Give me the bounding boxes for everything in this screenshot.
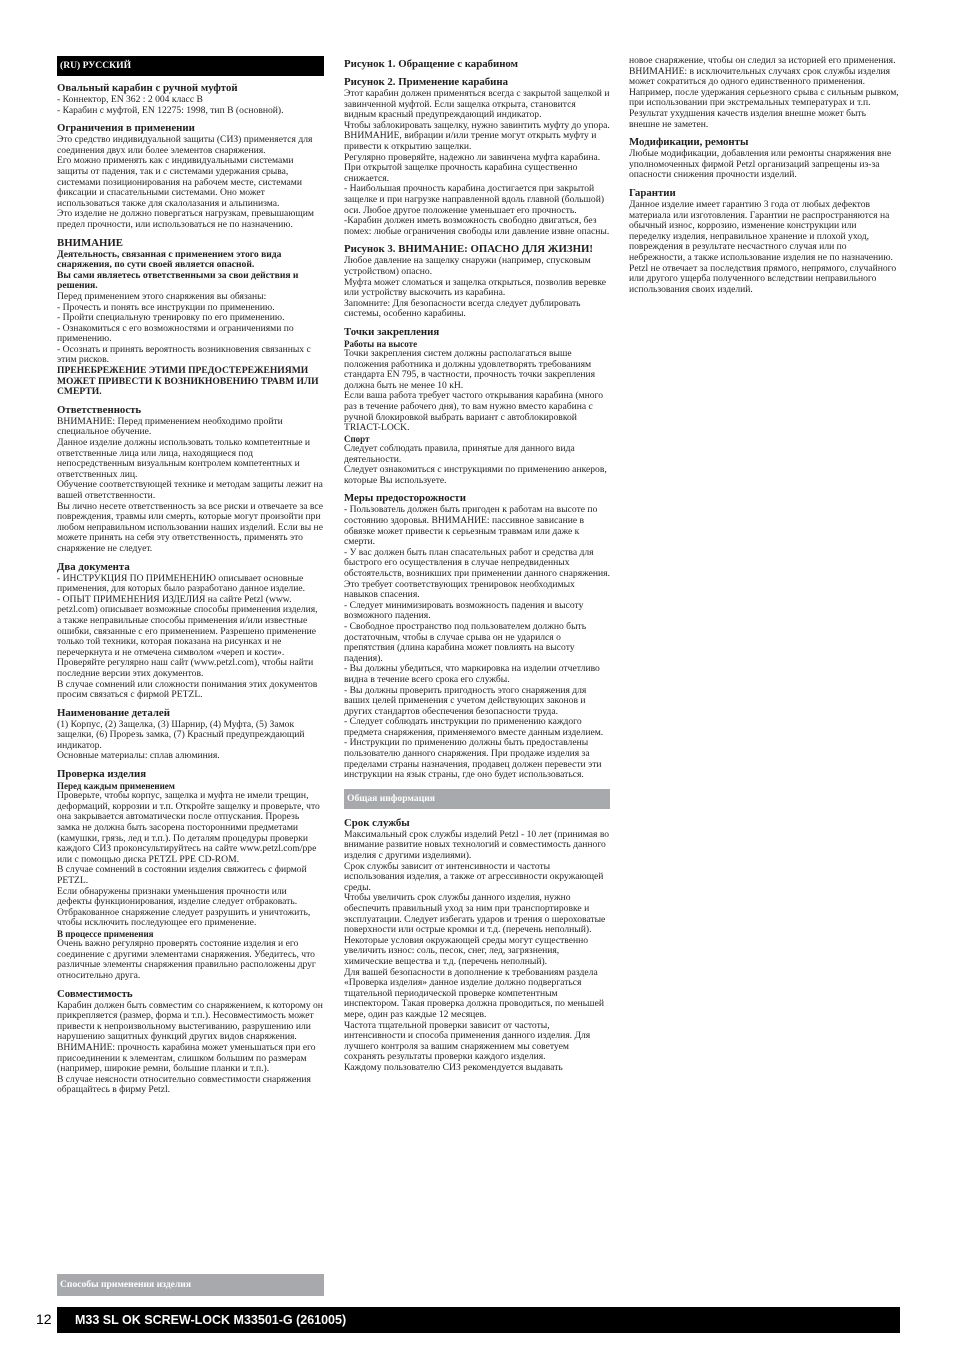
paragraph: Максимальный срок службы изделий Petzl - 10 лет (принимая во внимание развитие новых технологий и совместимость данного изделия с другими изделиями). bbox=[344, 828, 610, 862]
paragraph: Муфта может сломаться и защелка открыться, позволив веревке или устройству выскочить из карабина. bbox=[344, 276, 607, 299]
lifetime-heading: Срок службы bbox=[344, 816, 410, 829]
column-1 bbox=[57, 56, 324, 1096]
paragraph: Если обнаружены признаки уменьшения прочности или дефекты функционирования, изделие следует отбраковать. Отбракованное снаряжение следует разрушить и уничтожить, чтобы исключить последующее его применение. bbox=[57, 885, 311, 929]
paragraph: - Наибольшая прочность карабина достигается при закрытой защелке и при нагрузке направленной вдоль главной (большой) оси. Любое другое положение уменьшает его прочность. bbox=[344, 183, 605, 216]
list-item: - Следует минимизировать возможность падения и высоту возможного падения. bbox=[344, 599, 584, 622]
paragraph: Данное изделие имеет гарантию 3 года от любых дефектов материала или изготовления. Гарантии не распространяются на обычный износ, коррозию, изменение конструкции или переделку изделия, неправильное хранение и плохой уход, повреждения в результате несчастного случая или по небрежности, а также использование изделия не по назначению. bbox=[629, 198, 893, 263]
subheading: Работы на высоте bbox=[344, 338, 418, 349]
list-item: - Пройти специальную тренировку по его применению. bbox=[57, 312, 285, 324]
anchors-heading: Точки закрепления bbox=[344, 325, 440, 338]
paragraph: Некоторые условия окружающей среды могут существенно увеличить износ: соль, песок, снег, лед, загрязнения, химические вещества и т.д. (перечень неполный). bbox=[344, 934, 589, 967]
paragraph: ВНИМАНИЕ: в исключительных случаях срок службы изделия может сократиться до одного единственного применения. Например, после удержания серьезного срыва с сильным рывком, при использовании при экстремальных температурах и т.п. Результат ухудшения качеств изделия внешне может быть внешне не заметен. bbox=[629, 65, 899, 130]
paragraph: Данное изделие должны использовать только компетентные и ответственные лица или лица, находящиеся под непосредственным визуальным контролем компетентных и ответственных лиц. bbox=[57, 437, 310, 480]
paragraph: Срок службы зависит от интенсивности и частоты использования изделия, а также от агрессивности окружающей среды. bbox=[344, 860, 604, 893]
paragraph: Чтобы заблокировать защелку, нужно завинтить муфту до упора. bbox=[344, 119, 610, 131]
paragraph: Для вашей безопасности в дополнение к требованиям раздела «Проверка изделия» данное изделие должно подвергаться тщательной периодической проверке компетентным инспектором. Такая проверка должна проводиться, по меньшей мере, один раз каждые 12 месяцев. bbox=[344, 966, 604, 1020]
subheading: Перед каждым применением bbox=[57, 781, 175, 792]
paragraph: Регулярно проверяйте, надежно ли завинчена муфта карабина. bbox=[344, 151, 601, 163]
responsibility-heading: Ответственность bbox=[57, 403, 142, 416]
figure-1-heading: Рисунок 1. Обращение с карабином bbox=[344, 58, 518, 70]
list-item: - Свободное пространство под пользователем должно быть достаточным, чтобы в случае срыва он не ударился о препятствия (длина карабина может повлиять на высоту падения). bbox=[344, 620, 587, 664]
subheading: В процессе применения bbox=[57, 928, 154, 939]
paragraph: В случае сомнений в состоянии изделия свяжитесь с фирмой PETZL. bbox=[57, 864, 307, 887]
paragraph: -Карабин должен иметь возможность свободно двигаться, без помех: любые ограничения свободы или давление извне опасны. bbox=[344, 215, 610, 237]
warning-bold-paragraph: Вы сами являетесь ответственными за свои действия и решения. bbox=[57, 269, 299, 292]
paragraph: (1) Корпус, (2) Защелка, (3) Шарнир, (4) Муфта, (5) Замок защелки, (6) Прорезь замка, (7) Красный предупреждающий индикатор. bbox=[57, 718, 305, 751]
documents-heading: Два документа bbox=[57, 560, 130, 573]
subheading: Спорт bbox=[344, 433, 370, 444]
paragraph: Это изделие не должно повергаться нагрузкам, превышающим предел прочности, или использоваться не по назначению. bbox=[57, 208, 314, 230]
product-title: Овальный карабин с ручной муфтой bbox=[57, 82, 238, 94]
general-info-bar: Общая информация bbox=[344, 789, 610, 809]
list-item: - Следует соблюдать инструкции по применению каждого предмета снаряжения, применяемого вместе данным изделием. bbox=[344, 716, 604, 738]
paragraph: Это средство индивидуальной защиты (СИЗ) применяется для соединения двух или более элементов снаряжения. bbox=[57, 134, 313, 156]
list-item: - Ознакомиться с его возможностями и ограничениями по применению. bbox=[57, 322, 294, 345]
warranty-heading: Гарантии bbox=[629, 186, 676, 199]
column-2 bbox=[344, 58, 610, 1074]
list-item: - Прочесть и понять все инструкции по применению. bbox=[57, 301, 275, 313]
footer-doc-title: M33 SL OK SCREW-LOCK M33501-G (261005) bbox=[57, 1307, 900, 1333]
paragraph: Любые модификации, добавления или ремонты снаряжения вне уполномоченных фирмой Petzl организаций запрещены из-за опасности снижения прочности изделий. bbox=[629, 148, 892, 181]
paragraph: Любое давление на защелку снаружи (например, спусковым устройством) опасно. bbox=[344, 255, 591, 277]
paragraph: Вы лично несете ответственность за все риски и отвечаете за все повреждения, травмы или смерть, которые могут произойти при любом неправильном использовании наших изделий. Если вы не можете принять на себя эту ответственность, применять это снаряжение не следует. bbox=[57, 500, 324, 554]
standard-line: - Карабин с муфтой, EN 12275: 1998, тип B (основной). bbox=[57, 104, 284, 116]
modifications-heading: Модификации, ремонты bbox=[629, 136, 749, 149]
warning-caps: ПРЕНЕБРЕЖЕНИЕ ЭТИМИ ПРЕДОСТЕРЕЖЕНИЯМИ МОЖЕТ ПРИВЕСТИ К ВОЗНИКНОВЕНИЮ ТРАВМ ИЛИ СМЕРТИ. bbox=[57, 365, 319, 398]
paragraph: Обучение соответствующей технике и методам защиты лежит на вашей ответственности. bbox=[57, 479, 323, 501]
paragraph: ВНИМАНИЕ: прочность карабина может уменьшаться при его присоединении к элементам, слишком большим по размерам (например, широкие ремни, большие планки и т.п.). bbox=[57, 1041, 316, 1075]
paragraph: Очень важно регулярно проверять состояние изделия и его соединение с другими элементами снаряжения. Убедитесь, что различные элементы снаряжения правильно расположены друг относительно друга. bbox=[57, 938, 316, 981]
limits-heading: Ограничения в применении bbox=[57, 122, 195, 135]
list-item: - Пользователь должен быть пригоден к работам на высоте по состоянию здоровья. ВНИМАНИЕ: пассивное зависание в обвязке может привести к серьезным травмам или даже к смерти. bbox=[344, 504, 598, 548]
warning-heading: ВНИМАНИЕ bbox=[57, 236, 123, 249]
parts-heading: Наименование деталей bbox=[57, 706, 170, 719]
list-item: - Инструкции по применению должны быть предоставлены пользователю данного снаряжения. При продаже изделия за пределами страны назначения, продавец должен перевести эти инструкции на язык страны, где оно будет использоваться. bbox=[344, 737, 602, 781]
figure-2-heading: Рисунок 2. Применение карабина bbox=[344, 76, 509, 88]
standard-line: - Коннектор, EN 362 : 2 004 класс B bbox=[57, 94, 203, 105]
list-item: - Вы должны убедиться, что маркировка на изделии отчетливо видна в течение всего срока его службы. bbox=[344, 663, 600, 685]
paragraph: Точки закрепления систем должны располагаться выше положения работника и должны удовлетворять требованиям стандарта EN 795, в частности, прочность точки закрепления должна быть не менее 10 кН. bbox=[344, 348, 596, 391]
paragraph: В случае сомнений или сложности понимания этих документов просим связаться с фирмой PETZL. bbox=[57, 678, 318, 701]
paragraph: Проверьте, чтобы корпус, защелка и муфта не имели трещин, деформаций, коррозии и т.п. Откройте защелку и проверьте, что она закрывается автоматически после отпускания. Прорезь замка не должна быть засорена посторонними предметами (камушки, грязь, лед и т.п.). По деталям процедуры проверки каждого СИЗ проконсультируйтесь на сайте www.petzl.com/ppe или с помощью диска PETZL PPE CD-ROM. bbox=[57, 790, 320, 865]
paragraph: Частота тщательной проверки зависит от частоты, интенсивности и способа применения данного изделия. Для лучшего контроля за вашим снаряжением мы советуем сохранять результаты проверки каждого изделия. bbox=[344, 1019, 591, 1063]
figure-3-heading: Рисунок 3. ВНИМАНИЕ: ОПАСНО ДЛЯ ЖИЗНИ! bbox=[344, 243, 593, 256]
paragraph: Следует соблюдать правила, принятые для данного вида деятельности. bbox=[344, 443, 575, 465]
paragraph: Запомните: Для безопасности всегда следует дублировать системы, особенно карабины. bbox=[344, 297, 581, 320]
paragraph: Чтобы увеличить срок службы данного изделия, нужно обеспечить правильный уход за ним при транспортировке и эксплуатации. Следует избегать ударов и трения о шероховатые поверхности или острые кромки и т.д. (перечень неполный). bbox=[344, 892, 606, 936]
paragraph: Если ваша работа требует частого открывания карабина (много раз в течение рабочего дня), то вам нужно вместо карабина с ручной блокировкой выбрать вариант с автоблокировкой TRIACT-LOCK. bbox=[344, 390, 604, 434]
paragraph: Перед применением этого снаряжения вы обязаны: bbox=[57, 290, 267, 302]
paragraph: ВНИМАНИЕ, вибрации и/или трение могут открыть муфту и привести к открытию защелки. bbox=[344, 130, 597, 152]
paragraph: - ОПЫТ ПРИМЕНЕНИЯ ИЗДЕЛИЯ на сайте Petzl (www. petzl.com) описывает возможные способы применения изделия, а также неправильные способы применения и/или известные ошибки, связанные с его применением. Разрешено применение только той техники, которая показана на рисунках и не перечеркнута и не отмечена символом «череп и кости». Проверяйте регулярно наш сайт (www.petzl.com), чтобы найти последние версии этих документов. bbox=[57, 593, 318, 679]
paragraph: Его можно применять как с индивидуальными системами защиты от падения, так и с системами удержания срыва, системами позиционирования на рабочем месте, системами фиксации и спасательными системами. Оно может использоваться также для скалолазания и альпинизма. bbox=[57, 155, 302, 209]
warning-bold-paragraph: Деятельность, связанная с применением этого вида снаряжения, по сути своей является опасной. bbox=[57, 248, 282, 271]
paragraph: Следует ознакомиться с инструкциями по применению анкеров, которые Вы используете. bbox=[344, 464, 607, 486]
compatibility-heading: Совместимость bbox=[57, 987, 133, 1000]
page-number: 12 bbox=[36, 1311, 52, 1327]
list-item: - Вы должны проверить пригодность этого снаряжения для ваших целей применения с учетом действующих законов и других стандартов обеспечения безопасности труда. bbox=[344, 684, 587, 717]
column-3 bbox=[629, 56, 899, 295]
paragraph: Основные материалы: сплав алюминия. bbox=[57, 750, 220, 762]
paragraph: Каждому пользователю СИЗ рекомендуется выдавать bbox=[344, 1061, 563, 1073]
language-section-label: (RU) РУССКИЙ bbox=[57, 56, 324, 76]
paragraph: Petzl не отвечает за последствия прямого, непрямого, случайного или другого ущерба полученного вследствии неправильного использования своих изделий. bbox=[629, 262, 897, 295]
usage-section-bar: Способы применения изделия bbox=[57, 1274, 324, 1296]
paragraph: При открытой защелке прочность карабина существенно снижается. bbox=[344, 162, 578, 184]
paragraph: ВНИМАНИЕ: Перед применением необходимо пройти специальное обучение. bbox=[57, 415, 283, 438]
paragraph: Карабин должен быть совместим со снаряжением, к которому он прикрепляется (размер, форма и т.п.). Несовместимость может привести к непроизвольному выстегиванию, разрушению или нарушению защитных функций других видов снаряжения. bbox=[57, 999, 323, 1043]
paragraph: - ИНСТРУКЦИЯ ПО ПРИМЕНЕНИЮ описывает основные применения, для которых было разработано данное изделие. bbox=[57, 572, 305, 595]
paragraph: В случае неясности относительно совместимости снаряжения обращайтесь в фирму Petzl. bbox=[57, 1073, 311, 1096]
inspection-heading: Проверка изделия bbox=[57, 768, 147, 781]
paragraph: новое снаряжение, чтобы он следил за историей его применения. bbox=[629, 55, 896, 66]
list-item: - У вас должен быть план спасательных работ и средства для быстрого его осуществления в случае непредвиденных обстоятельств, возникших при применении данного снаряжения. Это требует соответствующих тренировок необходимых навыков спасения. bbox=[344, 546, 610, 601]
precautions-heading: Меры предосторожности bbox=[344, 492, 466, 505]
paragraph: Этот карабин должен применяться всегда с закрытой защелкой и завинченной муфтой. Если защелка открыта, становится видным красный предупреждающий индикатор. bbox=[344, 88, 610, 121]
list-item: - Осознать и принять вероятность возникновения связанных с этим рисков. bbox=[57, 343, 311, 366]
